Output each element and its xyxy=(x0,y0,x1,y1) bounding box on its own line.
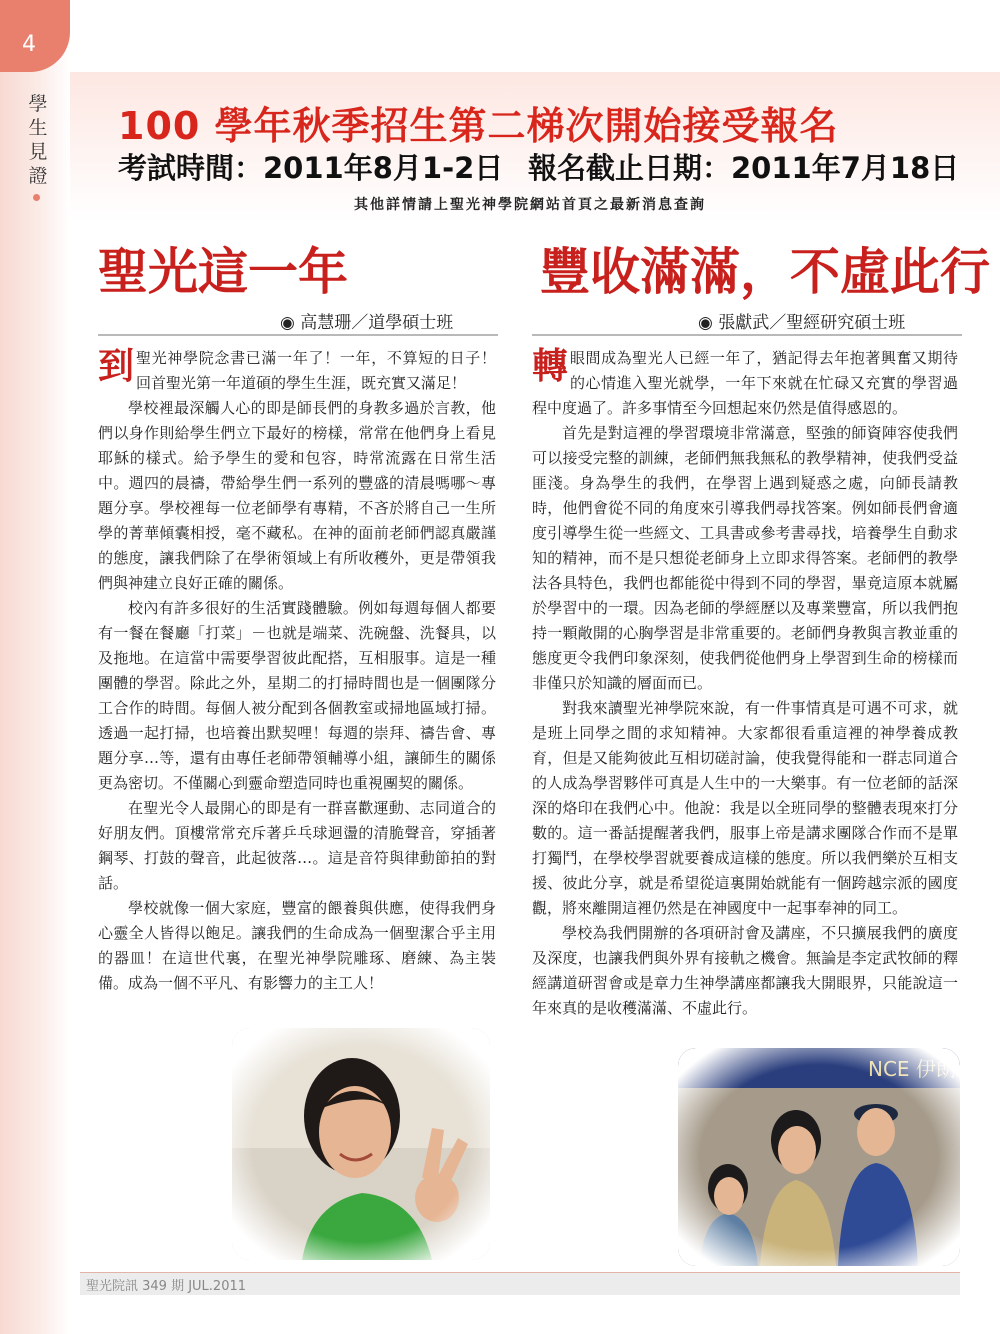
family-photo xyxy=(678,1048,960,1266)
admission-headline: 100 學年秋季招生第二梯次開始接受報名 xyxy=(118,104,839,148)
left-article-body xyxy=(98,346,496,996)
paragraph: 對我來讀聖光神學院來說，有一件事情真是可遇不可求，就是班上同學之間的求知精神。大家都很看重這裡的神學養成教育，但是又能夠彼此互相切磋討論，使我覺得能和一群志同道合的人成為學習夥伴可真是人生中的一大樂事。有一位老師的話深深的烙印在我們心中。他說：我是以全班同學的整體表現來打分數的。這一番話提醒著我們，服事上帝是講求團隊合作而不是單打獨鬥，在學校學習就要養成這樣的態度。所以我們樂於互相支援、彼此分享，就是希望從這裏開始就能有一個跨越宗派的國度觀，將來離開這裡仍然是在神國度中一起事奉神的同工。 xyxy=(532,699,958,917)
issue-info: 聖光院訊 349 期 JUL.2011 xyxy=(86,1279,247,1294)
right-title-rule xyxy=(532,334,962,336)
paragraph: 在聖光令人最開心的即是有一群喜歡運動、志同道合的好朋友們。頂樓常常充斥著乒乓球迴盪的清脆聲音，穿插著鋼琴、打鼓的聲音，此起彼落…。這是音符與律動節拍的對話。 xyxy=(98,799,496,892)
footer-bar xyxy=(80,1272,960,1295)
page-number: 4 xyxy=(22,32,36,57)
drop-cap: 到 xyxy=(98,345,135,387)
website-note: 其他詳情請上聖光神學院網站首頁之最新消息查詢 xyxy=(354,197,706,213)
paragraph: 學校裡最深觸人心的即是師長們的身教多過於言教，他們以身作則給學生們立下最好的榜樣，常常在他們身上看見耶穌的樣式。給予學生的愛和包容，時常流露在日常生活中。週四的晨禱，帶給學生們一系列的豐盛的清晨嗎哪～專題分享。學校裡每一位老師學有專精，不吝於將自己一生所學的菁華傾囊相授，毫不藏私。在神的面前老師們認真嚴謹的態度，讓我們除了在學術領域上有所收穫外，更是帶領我們與神建立良好正確的關係。 xyxy=(98,399,496,592)
registration-deadline: 報名截止日期：2011年7月18日 xyxy=(528,151,960,185)
paragraph: 首先是對這裡的學習環境非常滿意，堅強的師資陣容使我們可以接受完整的訓練，老師們無我無私的教學精神，使我們受益匪淺。身為學生的我們，在學習上遇到疑惑之處，向師長請教時，他們會從不同的角度來引導我們尋找答案。例如師長們會適度引導學生從一些經文、工具書或參考書尋找，培養學生自動求知的精神，而不是只想從老師身上立即求得答案。老師們的教學法各具特色，我們也都能從中得到不同的學習，畢竟這原本就屬於學習中的一環。因為老師的學經歷以及專業豐富，所以我們抱持一顆敞開的心胸學習是非常重要的。老師們身教與言教並重的態度更令我們印象深刻，使我們從他們身上學習到生命的榜樣而非僅只於知識的層面而已。 xyxy=(532,424,958,692)
left-article-byline: ◉ 高慧珊／道學碩士班 xyxy=(280,313,454,333)
paragraph: 校內有許多很好的生活實踐體驗。例如每週每個人都要有一餐在餐廳「打菜」－也就是端菜、洗碗盤、洗餐具，以及拖地。在這當中需要學習彼此配搭，互相服事。這是一種團體的學習。除此之外，星期二的打掃時間也是一個團隊分工合作的時間。每個人被分配到各個教室或掃地區域打掃。透過一起打掃，也培養出默契哩！每週的崇拜、禱告會、專題分享…等，還有由專任老師帶領輔導小組，讓師生的關係更為密切。不僅關心到靈命塑造同時也重視團契的關係。 xyxy=(98,599,496,792)
paragraph: 到聖光神學院念書已滿一年了！一年，不算短的日子！回首聖光第一年道碩的學生生涯，既充實又滿足！ xyxy=(98,345,496,392)
exam-time: 考試時間：2011年8月1-2日 xyxy=(118,151,504,185)
right-article-title: 豐收滿滿，不虛此行 xyxy=(540,242,990,301)
left-title-rule xyxy=(98,334,498,336)
drop-cap: 轉 xyxy=(532,345,569,387)
right-article-byline: ◉ 張獻武／聖經研究碩士班 xyxy=(698,313,906,333)
paragraph: 轉眼間成為聖光人已經一年了，猶記得去年抱著興奮又期待的心情進入聖光就學，一年下來就在忙碌又充實的學習過程中度過了。許多事情至今回想起來仍然是值得感恩的。 xyxy=(532,345,958,417)
paragraph: 學校就像一個大家庭，豐富的餵養與供應，使得我們身心靈全人皆得以飽足。讓我們的生命成為一個聖潔合乎主用的器皿！在這世代裏，在聖光神學院雕琢、磨練、為主裝備。成為一個不平凡、有影響力的主工人！ xyxy=(98,899,496,992)
paragraph: 學校為我們開辦的各項研討會及講座，不只擴展我們的廣度及深度，也讓我們與外界有接軌之機會。無論是李定武牧師的釋經講道研習會或是章力生神學講座都讓我大開眼界，只能說這一年來真的是收穫滿滿、不虛此行。 xyxy=(532,924,958,1017)
right-article-body xyxy=(532,346,958,1021)
portrait-photo xyxy=(232,1028,490,1260)
left-article-title: 聖光這一年 xyxy=(98,242,348,301)
section-label: 學生見證 xyxy=(28,93,48,187)
